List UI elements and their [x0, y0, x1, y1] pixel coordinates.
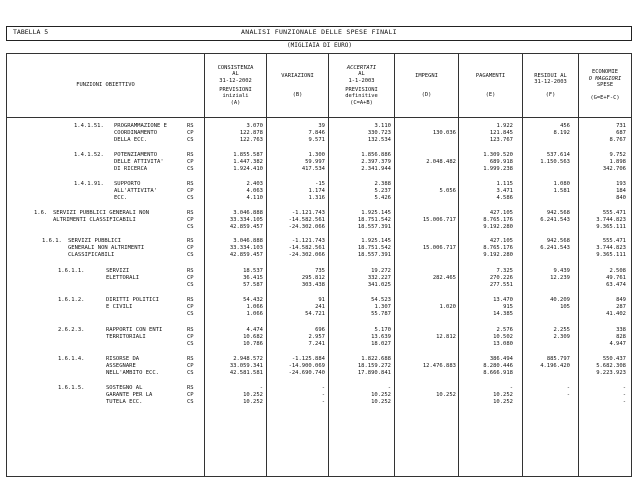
cell-prev: 18.751.542	[357, 245, 391, 251]
row-function-label: ECC.	[114, 195, 128, 201]
cell-pag: 8.765.176	[483, 245, 513, 251]
row-type-code: RS	[187, 181, 194, 187]
cell-prev: 2.341.944	[361, 166, 391, 172]
cell-var: -24.302.066	[288, 252, 325, 258]
row-function-label: DELLA ECC.	[114, 137, 148, 143]
cell-pag: 1.922	[496, 123, 513, 129]
cell-prev: -	[387, 385, 391, 391]
cell-res: 9.439	[553, 268, 570, 274]
cell-var: 54.721	[305, 311, 325, 317]
cell-eco: 4.947	[609, 341, 626, 347]
cell-prev: 18.751.542	[357, 217, 391, 223]
cell-res: 2.255	[553, 327, 570, 333]
cell-prev: 5.237	[374, 188, 391, 194]
cell-res: 6.241.543	[540, 217, 570, 223]
cell-var: 295.812	[301, 275, 325, 281]
cell-cons: 1.855.587	[233, 152, 263, 158]
row-type-code: CP	[187, 334, 194, 340]
row-type-code: RS	[187, 123, 194, 129]
cell-pag: 427.105	[489, 210, 513, 216]
cell-pag: 277.551	[489, 282, 513, 288]
col-header-variazioni: VARIAZIONI (B)	[267, 54, 329, 118]
cell-cons: 42.859.457	[229, 224, 263, 230]
cell-var: 1.300	[308, 152, 325, 158]
cell-res: 6.241.543	[540, 245, 570, 251]
cell-var: -14.582.561	[288, 217, 325, 223]
cell-var: 7.241	[308, 341, 325, 347]
cell-eco: -	[622, 392, 626, 398]
expense-table	[6, 53, 632, 477]
cell-res: 1.080	[553, 181, 570, 187]
cell-eco: 2.508	[609, 268, 626, 274]
col-header-consistenza: CONSISTENZA AL 31-12-2002 PREVISIONI iniziali (A)	[205, 54, 267, 118]
cell-pag: 13.470	[493, 297, 513, 303]
cell-prev: 1.925.145	[361, 210, 391, 216]
row-type-code: CP	[187, 304, 194, 310]
table-title-box	[6, 26, 632, 41]
cell-pag: 9.192.280	[483, 224, 513, 230]
cell-var: -	[321, 392, 325, 398]
cell-cons: 36.415	[243, 275, 263, 281]
row-function-label: SERVIZI PUBBLICI GENERALI NON	[53, 210, 150, 216]
cell-pag: 10.502	[493, 334, 513, 340]
cell-cons: 33.059.341	[229, 363, 263, 369]
cell-eco: 338	[616, 327, 626, 333]
cell-cons: 57.587	[243, 282, 263, 288]
cell-cons: 2.948.572	[233, 356, 263, 362]
row-type-code: RS	[187, 385, 194, 391]
cell-cons: 4.110	[246, 195, 263, 201]
row-function-label: RAPPORTI CON ENTI	[106, 327, 163, 333]
cell-eco: 555.471	[602, 238, 626, 244]
cell-cons: 1.924.410	[233, 166, 263, 172]
cell-cons: 10.252	[243, 392, 263, 398]
cell-res: 942.568	[546, 238, 570, 244]
cell-prev: 54.523	[371, 297, 391, 303]
cell-eco: 49.761	[606, 275, 626, 281]
row-type-code: RS	[187, 152, 194, 158]
cell-var: 1.174	[308, 188, 325, 194]
cell-cons: 10.252	[243, 399, 263, 405]
row-type-code: CS	[187, 224, 194, 230]
cell-cons: 42.581.581	[229, 370, 263, 376]
cell-cons: 122.763	[239, 137, 263, 143]
cell-res: 537.614	[546, 152, 570, 158]
row-function-label: E CIVILI	[106, 304, 133, 310]
row-type-code: RS	[187, 327, 194, 333]
row-function-label: SERVIZI PUBBLICI	[68, 238, 121, 244]
cell-eco: 731	[616, 123, 626, 129]
cell-prev: 132.534	[367, 137, 391, 143]
row-type-code: CP	[187, 188, 194, 194]
cell-cons: 4.474	[246, 327, 263, 333]
cell-eco: 287	[616, 304, 626, 310]
cell-pag: 4.586	[496, 195, 513, 201]
cell-eco: 8.767	[609, 137, 626, 143]
cell-pag: 1.309.520	[483, 152, 513, 158]
cell-var: 417.534	[301, 166, 325, 172]
cell-pag: 1.115	[496, 181, 513, 187]
row-function-code: 1.4.1.52.	[74, 152, 104, 158]
cell-prev: 19.272	[371, 268, 391, 274]
row-function-code: 1.4.1.91.	[74, 181, 104, 187]
cell-prev: 341.025	[367, 282, 391, 288]
cell-var: -1.125.884	[291, 356, 325, 362]
row-function-code: 1.6.1.5.	[58, 385, 85, 391]
cell-prev: 2.397.379	[361, 159, 391, 165]
cell-pag: 8.765.176	[483, 217, 513, 223]
cell-cons: 3.070	[246, 123, 263, 129]
cell-prev: 1.856.886	[361, 152, 391, 158]
row-function-label: DELLE ATTIVITA'	[114, 159, 164, 165]
cell-var: -1.121.743	[291, 238, 325, 244]
cell-var: 39	[318, 123, 325, 129]
cell-pag: 9.192.280	[483, 252, 513, 258]
cell-imp: 12.812	[436, 334, 456, 340]
row-type-code: CS	[187, 252, 194, 258]
col-header-funzioni: FUNZIONI OBIETTIVO	[7, 54, 205, 118]
cell-prev: 10.252	[371, 399, 391, 405]
cell-cons: 3.046.888	[233, 238, 263, 244]
cell-eco: 9.365.111	[596, 252, 626, 258]
cell-cons: 33.334.105	[229, 217, 263, 223]
cell-pag: -	[509, 385, 513, 391]
cell-imp: 130.036	[432, 130, 456, 136]
row-function-label: POTENZIAMENTO	[114, 152, 158, 158]
cell-var: 735	[315, 268, 325, 274]
cell-prev: 13.639	[371, 334, 391, 340]
col-header-accertati: ACCERTATI AL 1-1-2003 PREVISIONI definitive (C=A+B)	[329, 54, 395, 118]
row-function-label: RISORSE DA	[106, 356, 140, 362]
row-type-code: CS	[187, 370, 194, 376]
row-function-code: 1.6.1.	[42, 238, 62, 244]
col-header-pagamenti: PAGAMENTI (E)	[459, 54, 523, 118]
row-type-code: CP	[187, 130, 194, 136]
row-function-label: ELETTORALI	[106, 275, 140, 281]
row-type-code: CS	[187, 311, 194, 317]
cell-prev: 2.388	[374, 181, 391, 187]
cell-res: 456	[560, 123, 570, 129]
cell-eco: 687	[616, 130, 626, 136]
cell-eco: 184	[616, 188, 626, 194]
row-function-label: GENERALI NON ALTRIMENTI	[68, 245, 145, 251]
row-type-code: CP	[187, 245, 194, 251]
row-type-code: RS	[187, 356, 194, 362]
cell-eco: 41.402	[606, 311, 626, 317]
cell-pag: 13.080	[493, 341, 513, 347]
cell-res: 12.239	[550, 275, 570, 281]
cell-var: 303.438	[301, 282, 325, 288]
cell-pag: 121.845	[489, 130, 513, 136]
cell-eco: 1.898	[609, 159, 626, 165]
cell-prev: 5.426	[374, 195, 391, 201]
row-type-code: CS	[187, 282, 194, 288]
cell-cons: 10.682	[243, 334, 263, 340]
cell-imp: 12.476.883	[422, 363, 456, 369]
row-function-label: NELL'AMBITO ECC.	[106, 370, 159, 376]
cell-eco: 63.474	[606, 282, 626, 288]
cell-pag: 10.252	[493, 392, 513, 398]
cell-var: -24.690.740	[288, 370, 325, 376]
cell-cons: -	[259, 385, 263, 391]
row-function-label: CLASSIFICABILI	[68, 252, 115, 258]
cell-eco: -	[622, 399, 626, 405]
row-type-code: RS	[187, 210, 194, 216]
cell-var: 7.846	[308, 130, 325, 136]
cell-pag: 8.666.918	[483, 370, 513, 376]
row-function-label: DI RICERCA	[114, 166, 148, 172]
cell-prev: 1.925.145	[361, 238, 391, 244]
row-function-code: 1.4.1.51.	[74, 123, 104, 129]
cell-eco: 5.682.308	[596, 363, 626, 369]
cell-res: 1.581	[553, 188, 570, 194]
cell-cons: 42.859.457	[229, 252, 263, 258]
cell-pag: 427.105	[489, 238, 513, 244]
cell-res: -	[566, 392, 570, 398]
cell-imp: 2.048.482	[426, 159, 456, 165]
cell-res: 40.209	[550, 297, 570, 303]
cell-var: 91	[318, 297, 325, 303]
cell-pag: 270.226	[489, 275, 513, 281]
cell-prev: 1.307	[374, 304, 391, 310]
cell-res: 2.309	[553, 334, 570, 340]
cell-pag: 915	[503, 304, 513, 310]
col-header-residui: RESIDUI AL 31-12-2003 (F)	[523, 54, 579, 118]
row-type-code: CP	[187, 159, 194, 165]
cell-cons: 33.334.103	[229, 245, 263, 251]
cell-var: 59.997	[305, 159, 325, 165]
cell-imp: 15.006.717	[422, 245, 456, 251]
row-function-code: 1.6.1.1.	[58, 268, 85, 274]
cell-cons: 54.432	[243, 297, 263, 303]
cell-var: -1.121.743	[291, 210, 325, 216]
cell-eco: 555.471	[602, 210, 626, 216]
row-type-code: CP	[187, 363, 194, 369]
cell-var: 241	[315, 304, 325, 310]
row-type-code: RS	[187, 268, 194, 274]
row-function-label: SOSTEGNO AL	[106, 385, 143, 391]
cell-cons: 122.878	[239, 130, 263, 136]
cell-pag: 10.252	[493, 399, 513, 405]
cell-res: 105	[560, 304, 570, 310]
row-type-code: RS	[187, 297, 194, 303]
cell-res: 942.568	[546, 210, 570, 216]
cell-res: 885.797	[546, 356, 570, 362]
cell-var: -	[321, 385, 325, 391]
cell-eco: -	[622, 385, 626, 391]
cell-var: -24.302.066	[288, 224, 325, 230]
cell-prev: 18.557.391	[357, 224, 391, 230]
cell-pag: 123.767	[489, 137, 513, 143]
cell-prev: 332.227	[367, 275, 391, 281]
cell-pag: 689.918	[489, 159, 513, 165]
cell-eco: 193	[616, 181, 626, 187]
cell-pag: 7.325	[496, 268, 513, 274]
cell-eco: 342.706	[602, 166, 626, 172]
cell-var: 2.957	[308, 334, 325, 340]
cell-cons: 1.066	[246, 304, 263, 310]
cell-eco: 9.223.923	[596, 370, 626, 376]
row-type-code: CP	[187, 392, 194, 398]
row-function-label: ASSEGNARE	[106, 363, 136, 369]
document-title: ANALISI FUNZIONALE DELLE SPESE FINALI	[241, 28, 397, 36]
cell-var: 1.316	[308, 195, 325, 201]
cell-var: 9.571	[308, 137, 325, 143]
row-function-label: SERVIZI	[106, 268, 130, 274]
cell-prev: 330.723	[367, 130, 391, 136]
cell-cons: 18.537	[243, 268, 263, 274]
cell-prev: 18.027	[371, 341, 391, 347]
cell-cons: 1.066	[246, 311, 263, 317]
cell-cons: 4.063	[246, 188, 263, 194]
cell-var: -14.900.069	[288, 363, 325, 369]
row-function-code: 1.6.1.2.	[58, 297, 85, 303]
cell-prev: 18.159.272	[357, 363, 391, 369]
row-function-code: 2.6.2.3.	[58, 327, 85, 333]
col-header-impegni: IMPEGNI (D)	[395, 54, 459, 118]
table-label: TABELLA 5	[13, 28, 49, 36]
cell-pag: 386.494	[489, 356, 513, 362]
cell-imp: 1.020	[439, 304, 456, 310]
cell-pag: 1.999.238	[483, 166, 513, 172]
row-function-label: GARANTE PER LA	[106, 392, 153, 398]
row-function-label: TERRITORIALI	[106, 334, 146, 340]
cell-pag: 3.471	[496, 188, 513, 194]
cell-prev: 55.787	[371, 311, 391, 317]
cell-prev: 17.890.841	[357, 370, 391, 376]
cell-prev: 1.822.688	[361, 356, 391, 362]
cell-eco: 550.437	[602, 356, 626, 362]
row-type-code: CS	[187, 195, 194, 201]
row-type-code: CS	[187, 399, 194, 405]
cell-pag: 2.576	[496, 327, 513, 333]
row-function-label: SUPPORTO	[114, 181, 141, 187]
row-function-code: 1.6.	[34, 210, 48, 216]
row-type-code: CS	[187, 341, 194, 347]
cell-cons: 1.447.382	[233, 159, 263, 165]
row-type-code: RS	[187, 238, 194, 244]
cell-prev: 5.170	[374, 327, 391, 333]
cell-var: -15	[315, 181, 325, 187]
row-type-code: CP	[187, 217, 194, 223]
cell-var: 696	[315, 327, 325, 333]
row-function-label: ALL'ATTIVITA'	[114, 188, 158, 194]
cell-prev: 10.252	[371, 392, 391, 398]
cell-eco: 840	[616, 195, 626, 201]
cell-eco: 849	[616, 297, 626, 303]
cell-eco: 9.365.111	[596, 224, 626, 230]
cell-eco: 828	[616, 334, 626, 340]
cell-imp: 10.252	[436, 392, 456, 398]
cell-res: 1.150.563	[540, 159, 570, 165]
row-function-label: TUTELA ECC.	[106, 399, 143, 405]
cell-var: -	[321, 399, 325, 405]
cell-prev: 3.110	[374, 123, 391, 129]
row-type-code: CP	[187, 275, 194, 281]
cell-imp: 5.056	[439, 188, 456, 194]
cell-cons: 3.046.888	[233, 210, 263, 216]
cell-eco: 9.752	[609, 152, 626, 158]
cell-cons: 2.403	[246, 181, 263, 187]
cell-imp: 282.465	[432, 275, 456, 281]
cell-pag: 14.385	[493, 311, 513, 317]
cell-pag: 8.280.446	[483, 363, 513, 369]
row-type-code: CS	[187, 166, 194, 172]
unit-label: (MIGLIAIA DI EURO)	[286, 42, 353, 49]
cell-res: 4.196.420	[540, 363, 570, 369]
cell-eco: 3.744.823	[596, 217, 626, 223]
col-header-economie: ECONOMIE O MAGGIORI SPESE (G=E+F-C)	[579, 54, 632, 118]
cell-cons: 10.786	[243, 341, 263, 347]
row-function-label: COORDINAMENTO	[114, 130, 158, 136]
row-type-code: CS	[187, 137, 194, 143]
cell-prev: 18.557.391	[357, 252, 391, 258]
cell-imp: 15.006.717	[422, 217, 456, 223]
cell-res: 8.192	[553, 130, 570, 136]
cell-var: -14.582.561	[288, 245, 325, 251]
cell-res: -	[566, 385, 570, 391]
row-function-code: 1.6.1.4.	[58, 356, 85, 362]
row-function-label: PROGRAMMAZIONE E	[114, 123, 167, 129]
row-function-label: ALTRIMENTI CLASSIFICABILI	[53, 217, 136, 223]
cell-eco: 3.744.823	[596, 245, 626, 251]
row-function-label: DIRITTI POLITICI	[106, 297, 159, 303]
